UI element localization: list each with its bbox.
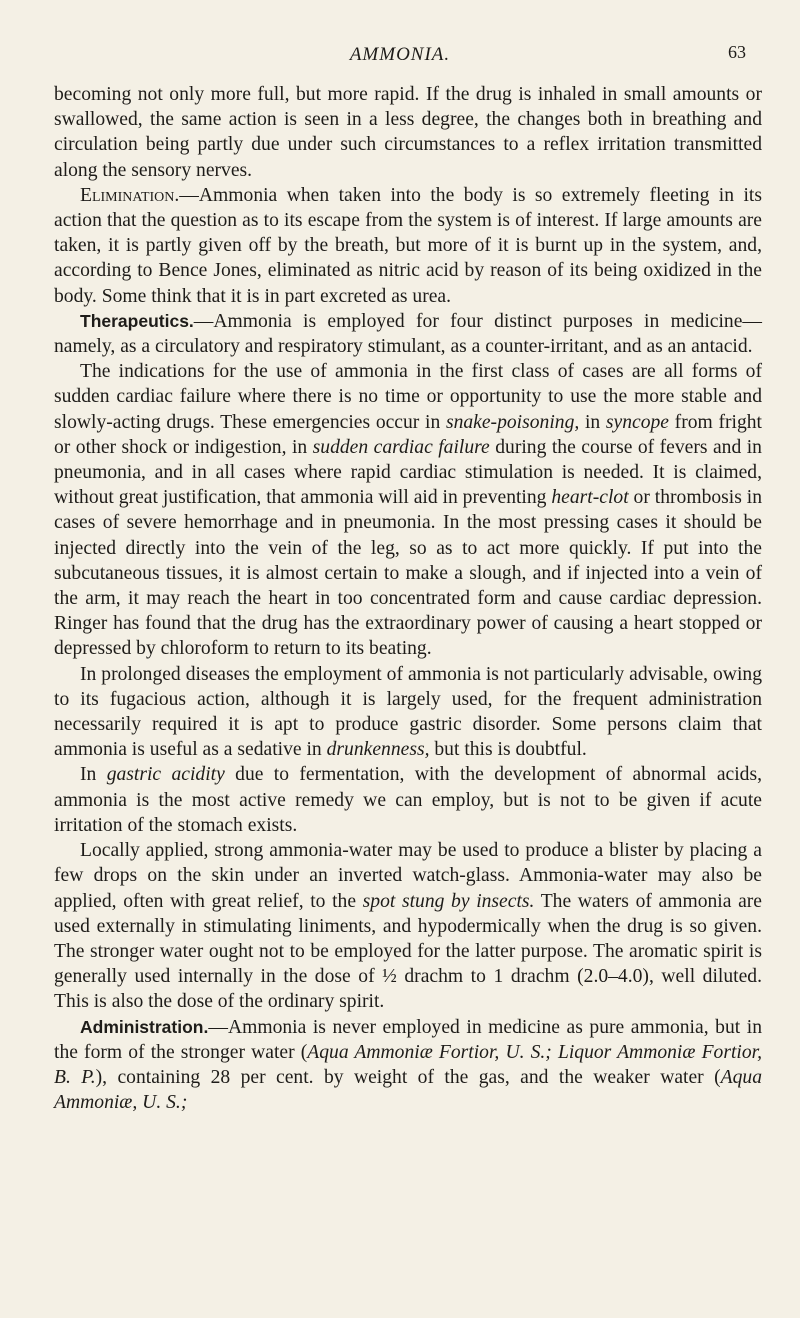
text-run: —Ammonia is never employed in medicine as pure ammonia, but in the form of the stronger water ( (54, 1016, 762, 1063)
text-run: The indications for the use of ammonia in the first class of cases are all forms of sudden cardiac failure where there is no time or opportunity to use the more stable and slowly-acting drugs. These emergencies occur in (54, 361, 762, 433)
paragraph-therapeutics (54, 309, 762, 359)
body-text (54, 82, 762, 1115)
text-run: The waters of ammonia are used externally in stimulating liniments, and hypodermically when the drug is so given. The stronger water ought not to be employed for the latter purpose. The aromatic spirit is generally used internally in the dose of ½ drachm to 1 drachm (2.0–4.0), well diluted. This is also the dose of the ordinary spirit. (54, 890, 762, 1013)
italic-term: gastric acidity (106, 764, 225, 786)
text-run: ), containing 28 per cent. by weight of the gas, and the weaker water ( (95, 1066, 721, 1088)
paragraph-local-application (54, 838, 762, 1014)
italic-term: Aqua Ammoniæ Fortior, U. S.; Liquor Ammoniæ Fortior, B. P. (54, 1041, 762, 1088)
paragraph-indications (54, 359, 762, 661)
text-run: In (80, 764, 107, 786)
paragraph-prolonged-diseases (54, 662, 762, 763)
elimination-text: —Ammonia when taken into the body is so extremely fleeting in its action that the question as to its escape from the system is of interest. If large amounts are taken, it is partly given off by the breath, but more of it is burnt up in the system, and, according to Bence Jones, eliminated as nitric acid by reason of its being oxidized in the body. Some think that it is in part excreted as urea. (54, 184, 762, 307)
page-number: 63 (728, 42, 746, 62)
italic-term: Aqua Ammoniæ, U. S.; (54, 1066, 762, 1114)
section-heading-administration: Administration. (80, 1016, 209, 1037)
section-heading-therapeutics: Therapeutics. (80, 310, 194, 331)
paragraph-elimination (54, 183, 762, 309)
italic-term: snake-poisoning, (445, 411, 580, 433)
text-run: due to fermentation, with the development of abnormal acids, ammonia is the most active remedy we can employ, but is not to be given if acute irritation of the stomach exists. (54, 764, 762, 836)
text-run: but this is doubtful. (429, 739, 587, 761)
italic-term: sudden cardiac failure (312, 436, 490, 458)
therapeutics-text: —Ammonia is employed for four distinct purposes in medicine—namely, as a circulatory and respiratory stimulant, as a counter-irritant, and as an antacid. (54, 310, 762, 358)
text-run: during the course of fevers and in pneumonia, and in all cases where rapid cardiac stimulation is needed. It is claimed, without great justification, that ammonia will aid in preventing (54, 436, 762, 509)
running-title: AMMONIA. (349, 44, 451, 65)
italic-term: drunkenness, (326, 739, 430, 761)
paragraph-administration (54, 1015, 762, 1116)
paragraph-gastric-acidity (54, 762, 762, 838)
text-run: Locally applied, strong ammonia-water may be used to produce a blister by placing a few drops on the skin under an inverted watch-glass. Ammonia-water may also be applied, often with great relief, to the (54, 840, 762, 912)
italic-term: syncope (605, 411, 669, 433)
italic-term: spot stung by insects. (362, 890, 535, 912)
section-heading-elimination: Elimination. (80, 184, 180, 206)
paragraph-continuation: becoming not only more full, but more rapid. If the drug is inhaled in small amounts or swallowed, the same action is seen in a less degree, the changes both in breathing and circulation being partly due under such circumstances to a reflex irritation transmitted along the sensory nerves. (54, 84, 762, 181)
text-run: In prolonged diseases the employment of ammonia is not particularly advisable, owing to its fugacious action, although it is largely used, for the frequent administration necessarily required it is apt to produce gastric disorder. Some persons claim that ammonia is useful as a sedative in (54, 663, 762, 761)
text-run: or thrombosis in cases of severe hemorrhage and in pneumonia. In the most pressing cases it should be injected directly into the vein of the leg, so as to act more quickly. If put into the subcutaneous tissues, it is almost certain to make a slough, and if injected into a vein of the arm, it may reach the heart in too concentrated form and cause cardiac depression. Ringer has found that the drug has the extraordinary power of causing a heart stopped or depressed by chloroform to return to its beating. (54, 487, 762, 660)
text-run: in (579, 411, 606, 433)
text-run: from fright or other shock or indigestion, in (54, 411, 762, 458)
italic-term: heart-clot (551, 487, 629, 509)
